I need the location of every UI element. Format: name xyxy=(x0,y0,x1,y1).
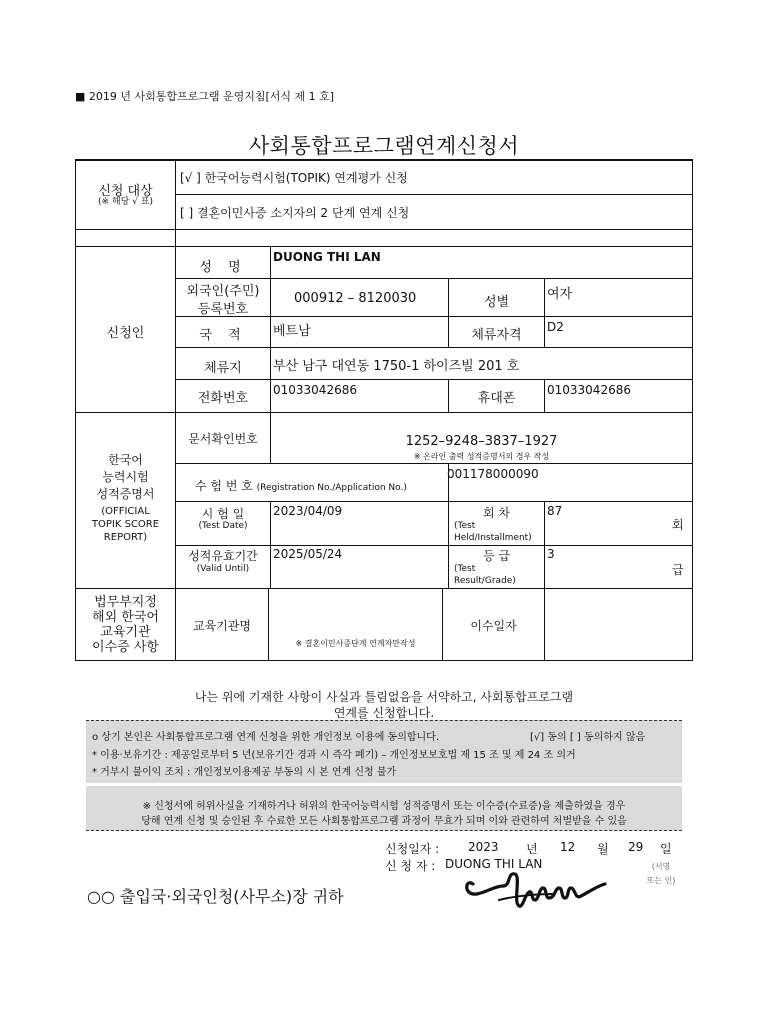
application-year: 2023 xyxy=(468,840,499,854)
visa-label: 체류자격 xyxy=(471,328,522,343)
target-option-topik: [√ ] 한국어능력시험(TOPIK) 연계평가 신청 xyxy=(180,171,408,185)
application-date-label: 신청일자 : xyxy=(385,842,440,856)
application-month: 12 xyxy=(560,840,576,854)
test-round-sub xyxy=(454,520,532,544)
topik-section-line-1: 한국어 xyxy=(108,453,143,467)
privacy-retention-line: * 이용·보유기간 : 제공일로부터 5 년(보유기간 경과 시 즉각 폐기) – 개인정보보호법 제 15 조 및 제 24 조 의거 xyxy=(92,750,576,761)
target-section-label: 신청 대상 xyxy=(98,184,153,199)
applicant-section-label: 신청인 xyxy=(106,326,145,341)
target-option-marriage: [ ] 결혼이민사증 소지자의 2 단계 연계 신청 xyxy=(180,206,410,220)
phone-label: 전화번호 xyxy=(197,391,249,406)
doc-check-value: 1252–9248–3837–1927 xyxy=(405,434,558,449)
institution-label: 교육기관명 xyxy=(193,619,251,633)
doc-check-note: ※ 온라인 출력 성적증명서의 경우 작성 xyxy=(413,452,550,461)
pledge-line-2: 연계를 신청합니다. xyxy=(333,706,435,720)
applicant-sign-label: 신 청 자 : xyxy=(385,859,436,873)
phone-value: 01033042686 xyxy=(273,383,357,397)
test-date-sub: (Test Date) xyxy=(198,521,248,531)
topik-section-line-3: 성적증명서 xyxy=(96,487,155,501)
nationality-label: 국 적 xyxy=(199,328,247,343)
privacy-consent-choice[interactable]: [√] 동의 [ ] 동의하지 않음 xyxy=(530,732,646,743)
applicant-sign-name: DUONG THI LAN xyxy=(445,857,543,871)
topik-section-line-4: (OFFICIAL xyxy=(101,506,150,517)
privacy-refusal-line: * 거부시 불이익 조치 : 개인정보이용제공 부동의 시 본 연계 신청 불가 xyxy=(92,767,397,778)
form-title: 사회통합프로그램연계신청서 xyxy=(248,134,520,158)
grade-value: 3 xyxy=(547,547,555,561)
sign-note-1: (서명 xyxy=(651,862,671,871)
sex-label: 성별 xyxy=(483,295,510,310)
privacy-consent-line: o 상기 본인은 사회통합프로그램 연계 신청을 위한 개인정보 이용에 동의합니다. xyxy=(92,732,440,743)
warning-line-1: ※ 신청서에 허위사실을 기재하거나 허위의 한국어능력시험 성적증명서 또는 이수증(수료증)을 제출하였을 경우 xyxy=(142,801,626,812)
name-value: DUONG THI LAN xyxy=(273,250,381,264)
valid-until-sub: (Valid Until) xyxy=(196,564,250,574)
nationality-value: 베트남 xyxy=(273,324,311,339)
grade-unit: 급 xyxy=(672,563,684,577)
pledge-line-1: 나는 위에 기재한 사항이 사실과 틀림없음을 서약하고, 사회통합프로그램 xyxy=(194,690,574,704)
application-year-unit: 년 xyxy=(526,842,538,856)
valid-until-label: 성적유효기간 xyxy=(188,549,258,563)
address-value: 부산 남구 대연동 1750-1 하이즈빌 201 호 xyxy=(273,359,520,374)
registration-no-label-en: (Registration No./Application No.) xyxy=(256,483,407,493)
overseas-section-line-1: 법무부지정 xyxy=(94,595,157,610)
topik-section-english xyxy=(76,505,175,544)
test-round-label: 회 차 xyxy=(483,506,510,520)
test-date-value: 2023/04/09 xyxy=(273,504,343,518)
registration-no-label-ko: 수 험 번 호 xyxy=(195,479,253,493)
name-label: 성 명 xyxy=(199,260,247,275)
reg-value: 000912 – 8120030 xyxy=(294,291,417,306)
topik-section-line-6: REPORT) xyxy=(103,532,148,543)
overseas-section-line-4: 이수증 사항 xyxy=(92,640,159,655)
grade-sub-1: (Test xyxy=(454,564,476,574)
sign-or-seal-note xyxy=(636,860,686,888)
handwritten-signature xyxy=(455,866,615,912)
doc-check-label: 문서확인번호 xyxy=(188,432,258,446)
valid-until-value: 2025/05/24 xyxy=(273,547,343,561)
grade-sub xyxy=(454,563,516,587)
mobile-value: 01033042686 xyxy=(547,383,631,397)
registration-no-label xyxy=(195,477,407,494)
visa-value: D2 xyxy=(547,320,564,334)
completion-date-label: 이수일자 xyxy=(470,619,517,633)
target-section-sub: (※ 해당 √ 표) xyxy=(98,197,153,207)
test-round-sub-1: (Test xyxy=(454,521,476,531)
application-day-unit: 일 xyxy=(660,842,672,856)
test-round-unit: 회 xyxy=(672,518,684,532)
test-date-label: 시 험 일 xyxy=(201,507,245,521)
test-round-value: 87 xyxy=(547,504,563,518)
sex-value: 여자 xyxy=(547,287,573,302)
sign-note-2: 또는 인) xyxy=(646,876,676,885)
grade-sub-2: Result/Grade) xyxy=(454,576,516,586)
addressee: ○○ 출입국·외국인청(사무소)장 귀하 xyxy=(87,887,344,906)
address-label: 체류지 xyxy=(204,361,242,376)
registration-no-value: 001178000090 xyxy=(447,467,539,481)
topik-section-line-2: 능력시험 xyxy=(102,470,149,484)
institution-note: ※ 결혼이민사증단계 연계자만작성 xyxy=(295,639,416,648)
grade-label: 등 급 xyxy=(483,549,510,563)
application-month-unit: 월 xyxy=(597,842,609,856)
reg-label-1: 외국인(주민) xyxy=(186,284,260,299)
mobile-label: 휴대폰 xyxy=(477,391,516,406)
topik-section-label xyxy=(76,452,175,503)
application-day: 29 xyxy=(628,840,644,854)
topik-section-line-5: TOPIK SCORE xyxy=(91,519,160,530)
test-round-sub-2: Held/Installment) xyxy=(454,533,532,543)
reg-label-2: 등록번호 xyxy=(197,302,249,317)
form-header-note: ■ 2019 년 사회통합프로그램 운영지침[서식 제 1 호] xyxy=(75,90,335,103)
overseas-section-line-2: 해외 한국어 xyxy=(92,610,159,625)
warning-line-2: 당해 연계 신청 및 승인된 후 수료한 모든 사회통합프로그램 과정이 무효가 되며 이와 관련하여 처벌받을 수 있음 xyxy=(141,816,627,827)
overseas-section-line-3: 교육기관 xyxy=(100,625,151,640)
overseas-section-label xyxy=(76,595,175,655)
